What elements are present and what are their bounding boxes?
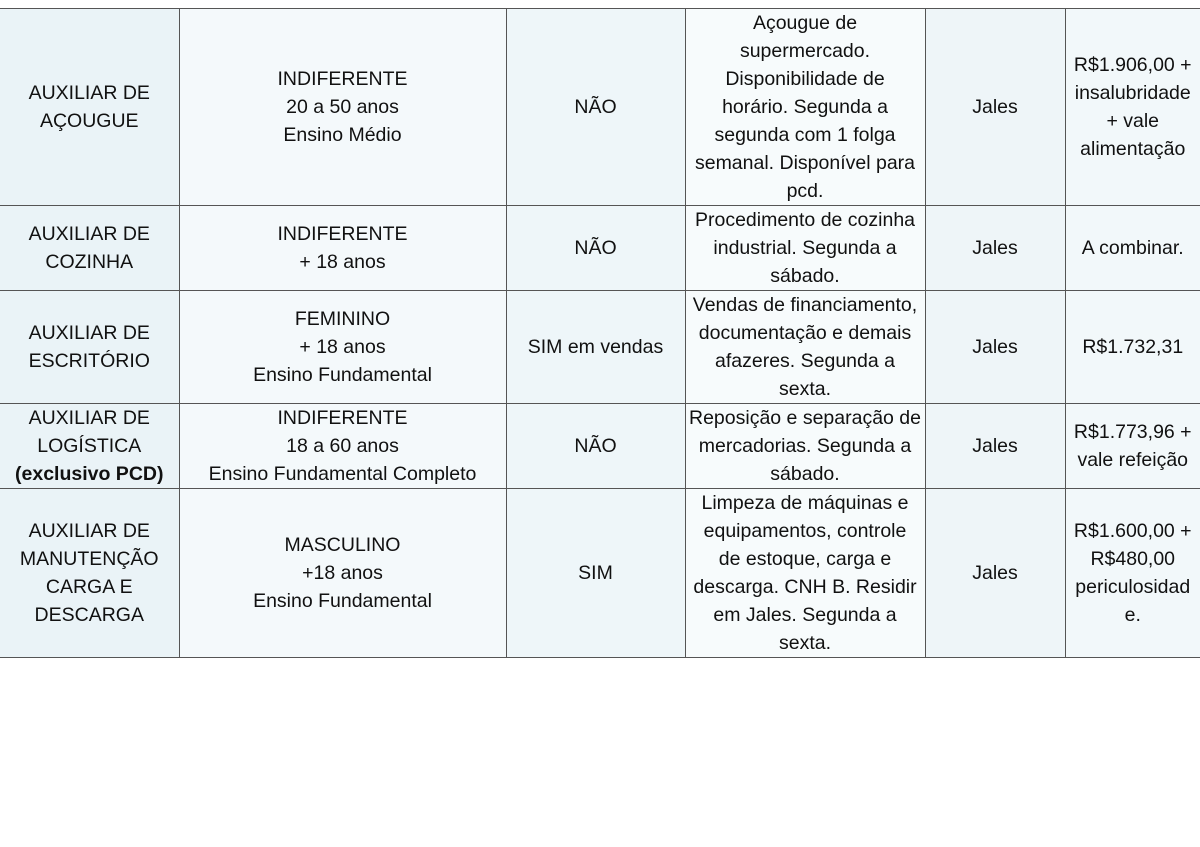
job-listings-table — [0, 8, 1200, 658]
table-row — [0, 9, 1200, 206]
city-cell: Jales — [925, 489, 1065, 658]
profile-cell: INDIFERENTE 18 a 60 anos Ensino Fundamental Completo — [179, 404, 506, 489]
job-title: AUXILIAR DE MANUTENÇÃO CARGA E DESCARGA — [19, 520, 159, 626]
city-cell: Jales — [925, 291, 1065, 404]
job-title-cell — [0, 9, 179, 206]
table-row — [0, 404, 1200, 489]
description-cell: Procedimento de cozinha industrial. Segunda a sábado. — [685, 206, 925, 291]
profile-cell: INDIFERENTE 20 a 50 anos Ensino Médio — [179, 9, 506, 206]
experience-cell: NÃO — [506, 9, 685, 206]
salary-cell: R$1.732,31 — [1065, 291, 1200, 404]
city-cell: Jales — [925, 9, 1065, 206]
job-title-cell — [0, 489, 179, 658]
profile-cell: MASCULINO +18 anos Ensino Fundamental — [179, 489, 506, 658]
profile-cell: INDIFERENTE + 18 anos — [179, 206, 506, 291]
experience-cell: SIM em vendas — [506, 291, 685, 404]
job-title-cell — [0, 404, 179, 489]
salary-cell: R$1.773,96 + vale refeição — [1065, 404, 1200, 489]
salary-cell: A combinar. — [1065, 206, 1200, 291]
table-row — [0, 291, 1200, 404]
city-cell: Jales — [925, 404, 1065, 489]
job-title: AUXILIAR DE LOGÍSTICA — [28, 407, 150, 457]
experience-cell: SIM — [506, 489, 685, 658]
description-cell: Reposição e separação de mercadorias. Segunda a sábado. — [685, 404, 925, 489]
salary-cell: R$1.600,00 + R$480,00 periculosidad e. — [1065, 489, 1200, 658]
experience-cell: NÃO — [506, 404, 685, 489]
job-note: (exclusivo PCD) — [15, 463, 164, 485]
city-cell: Jales — [925, 206, 1065, 291]
job-title-cell — [0, 206, 179, 291]
experience-cell: NÃO — [506, 206, 685, 291]
job-title-cell — [0, 291, 179, 404]
salary-cell: R$1.906,00 + insalubridade + vale alimentação — [1065, 9, 1200, 206]
profile-cell: FEMININO + 18 anos Ensino Fundamental — [179, 291, 506, 404]
description-cell: Limpeza de máquinas e equipamentos, controle de estoque, carga e descarga. CNH B. Residir em Jales. Segunda a sexta. — [685, 489, 925, 658]
description-cell: Vendas de financiamento, documentação e demais afazeres. Segunda a sexta. — [685, 291, 925, 404]
job-title: AUXILIAR DE ESCRITÓRIO — [28, 322, 150, 372]
description-cell: Açougue de supermercado. Disponibilidade de horário. Segunda a segunda com 1 folga semanal. Disponível para pcd. — [685, 9, 925, 206]
table-row — [0, 206, 1200, 291]
job-title: AUXILIAR DE AÇOUGUE — [28, 82, 150, 132]
table-row — [0, 489, 1200, 658]
job-title: AUXILIAR DE COZINHA — [28, 223, 150, 273]
